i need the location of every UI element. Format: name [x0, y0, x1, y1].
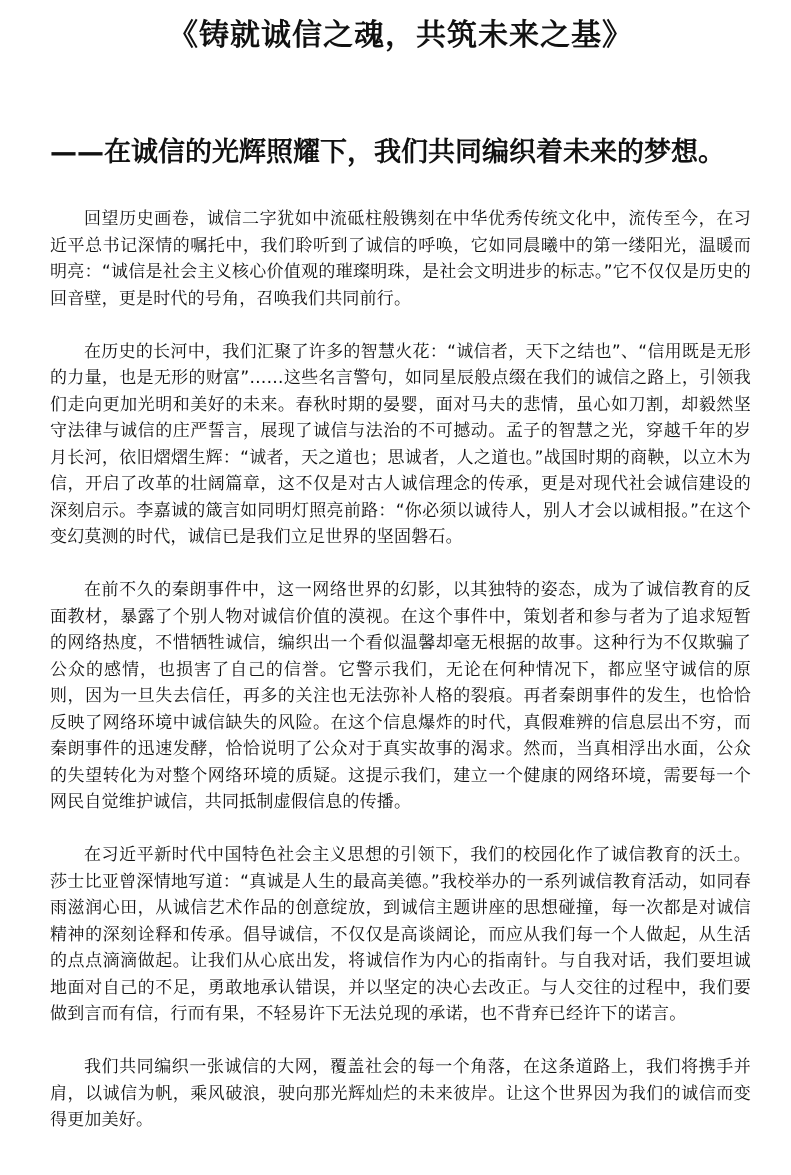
paragraph-3: 在前不久的秦朗事件中，这一网络世界的幻影，以其独特的姿态，成为了诚信教育的反面教材，暴露了个别人物对诚信价值的漠视。在这个事件中，策划者和参与者为了追求短暂的网络热度，不惜牺牲诚信，编织出一个看似温馨却毫无根据的故事。这种行为不仅欺骗了公众的感情，也损害了自己的信誉。它警示我们，无论在何种情况下，都应坚守诚信的原则，因为一旦失去信任，再多的关注也无法弥补人格的裂痕。再者秦朗事件的发生，也恰恰反映了网络环境中诚信缺失的风险。在这个信息爆炸的时代，真假难辨的信息层出不穷，而秦朗事件的迅速发酵，恰恰说明了公众对于真实故事的渴求。然而，当真相浮出水面，公众的失望转化为对整个网络环境的质疑。这提示我们，建立一个健康的网络环境，需要每一个网民自觉维护诚信，共同抵制虚假信息的传播。 — [50, 580, 751, 812]
paragraph-1: 回望历史画卷，诚信二字犹如中流砥柱般镌刻在中华优秀传统文化中，流传至今，在习近平总书记深情的嘱托中，我们聆听到了诚信的呼唤，它如同晨曦中的第一缕阳光，温暖而明亮：“诚信是社会主义核心价值观的璀璨明珠，是社会文明进步的标志。”它不仅仅是历史的回音壁，更是时代的号角，召唤我们共同前行。 — [50, 209, 751, 309]
document-subtitle: ——在诚信的光辉照耀下，我们共同编织着未来的梦想。 — [50, 137, 725, 168]
paragraph-4: 在习近平新时代中国特色社会主义思想的引领下，我们的校园化作了诚信教育的沃土。莎士比亚曾深情地写道：“真诚是人生的最高美德。”我校举办的一系列诚信教育活动，如同春雨滋润心田，从诚信艺术作品的创意绽放，到诚信主题讲座的思想碰撞，每一次都是对诚信精神的深刻诠释和传承。倡导诚信，不仅仅是高谈阔论，而应从我们每一个人做起，从生活的点点滴滴做起。让我们从心底出发，将诚信作为内心的指南针。与自我对话，我们要坦诚地面对自己的不足，勇敢地承认错误，并以坚定的决心去改正。与人交往的过程中，我们要做到言而有信，行而有果，不轻易许下无法兑现的承诺，也不背弃已经许下的诺言。 — [50, 845, 751, 1024]
document-title: 《铸就诚信之魂，共筑未来之基》 — [168, 18, 633, 53]
paragraph-5: 我们共同编织一张诚信的大网，覆盖社会的每一个角落，在这条道路上，我们将携手并肩，以诚信为帆，乘风破浪，驶向那光辉灿烂的未来彼岸。让这个世界因为我们的诚信而变得更加美好。 — [50, 1057, 751, 1130]
paragraph-2: 在历史的长河中，我们汇聚了许多的智慧火花：“诚信者，天下之结也”、“信用既是无形的力量，也是无形的财富”……这些名言警句，如同星辰般点缀在我们的诚信之路上，引领我们走向更加光明和美好的未来。春秋时期的晏婴，面对马夫的悲情，虽心如刀割，却毅然坚守法律与诚信的庄严誓言，展现了诚信与法治的不可撼动。孟子的智慧之光，穿越千年的岁月长河，依旧熠熠生辉：“诚者，天之道也；思诚者，人之道也。”战国时期的商鞅，以立木为信，开启了改革的壮阔篇章，这不仅是对古人诚信理念的传承，更是对现代社会诚信建设的深刻启示。李嘉诚的箴言如同明灯照亮前路：“你必须以诚待人，别人才会以诚相报。”在这个变幻莫测的时代，诚信已是我们立足世界的坚固磐石。 — [50, 341, 751, 547]
document-body — [50, 206, 751, 1134]
